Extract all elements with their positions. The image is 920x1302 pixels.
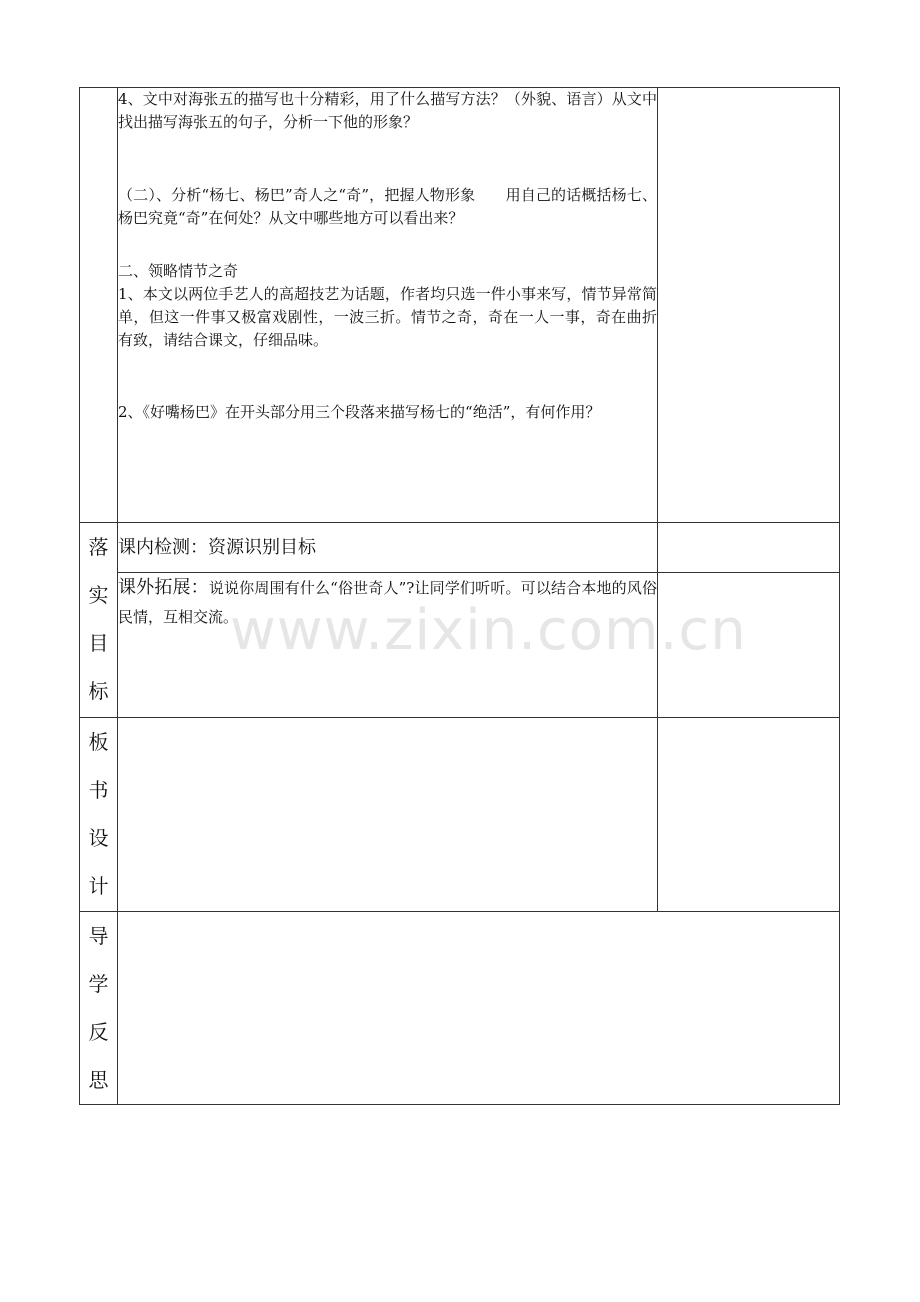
- extension-text: 说说你周围有什么“俗世奇人”?让同学们听听。可以结合本地的风俗民情，互相交流。: [118, 579, 657, 626]
- section-2-question-2: 2、《好嘴杨巴》在开头部分用三个段落来描写杨七的“绝活”，有何作用？: [118, 403, 601, 421]
- banshu-content-cell: [118, 718, 658, 912]
- extension-lead: 课外拓展：: [118, 577, 209, 598]
- notes-cell: [658, 88, 840, 523]
- extension-notes-cell: [658, 573, 840, 718]
- section-2-question-1: 1、本文以两位手艺人的高超技艺为话题，作者均只选一件小事来写，情节异常简单，但这一件事又极富戏剧性，一波三折。情节之奇，奇在一人一事，奇在曲折有致，请结合课文，仔细品味。: [118, 285, 657, 349]
- banshu-row: [80, 718, 840, 912]
- extension-cell: [118, 573, 658, 718]
- luoshi-row-1: [80, 523, 840, 573]
- in-class-test-cell: [118, 523, 658, 573]
- content-cell: [118, 88, 658, 523]
- watermark: www.zixin.com.cn: [230, 598, 747, 663]
- in-class-notes-cell: [658, 523, 840, 573]
- part-2-heading: （二）、分析“杨七、杨巴”奇人之“奇”，把握人物形象 用自己的话概括杨七、杨巴究竟“奇”在何处？从文中哪些地方可以看出来？: [118, 186, 657, 227]
- section-2-title: 二、领略情节之奇: [118, 262, 239, 280]
- blank-label-cell: [80, 88, 118, 523]
- fansi-content-cell: [118, 912, 840, 1105]
- lesson-plan-table: [79, 87, 840, 1105]
- banshu-label: 板 书 设 计: [80, 718, 118, 912]
- question-4: 4、文中对海张五的描写也十分精彩，用了什么描写方法？（外貌、语言）从文中找出描写海张五的句子，分析一下他的形象？: [118, 90, 657, 131]
- fansi-label: 导 学 反 思: [80, 912, 118, 1105]
- luoshi-row-2: [80, 573, 840, 718]
- in-class-test: 课内检测：资源识别目标: [118, 537, 316, 558]
- fansi-row: [80, 912, 840, 1105]
- banshu-notes-cell: [658, 718, 840, 912]
- content-row: [80, 88, 840, 523]
- luoshi-label: 落 实 目 标: [80, 523, 118, 718]
